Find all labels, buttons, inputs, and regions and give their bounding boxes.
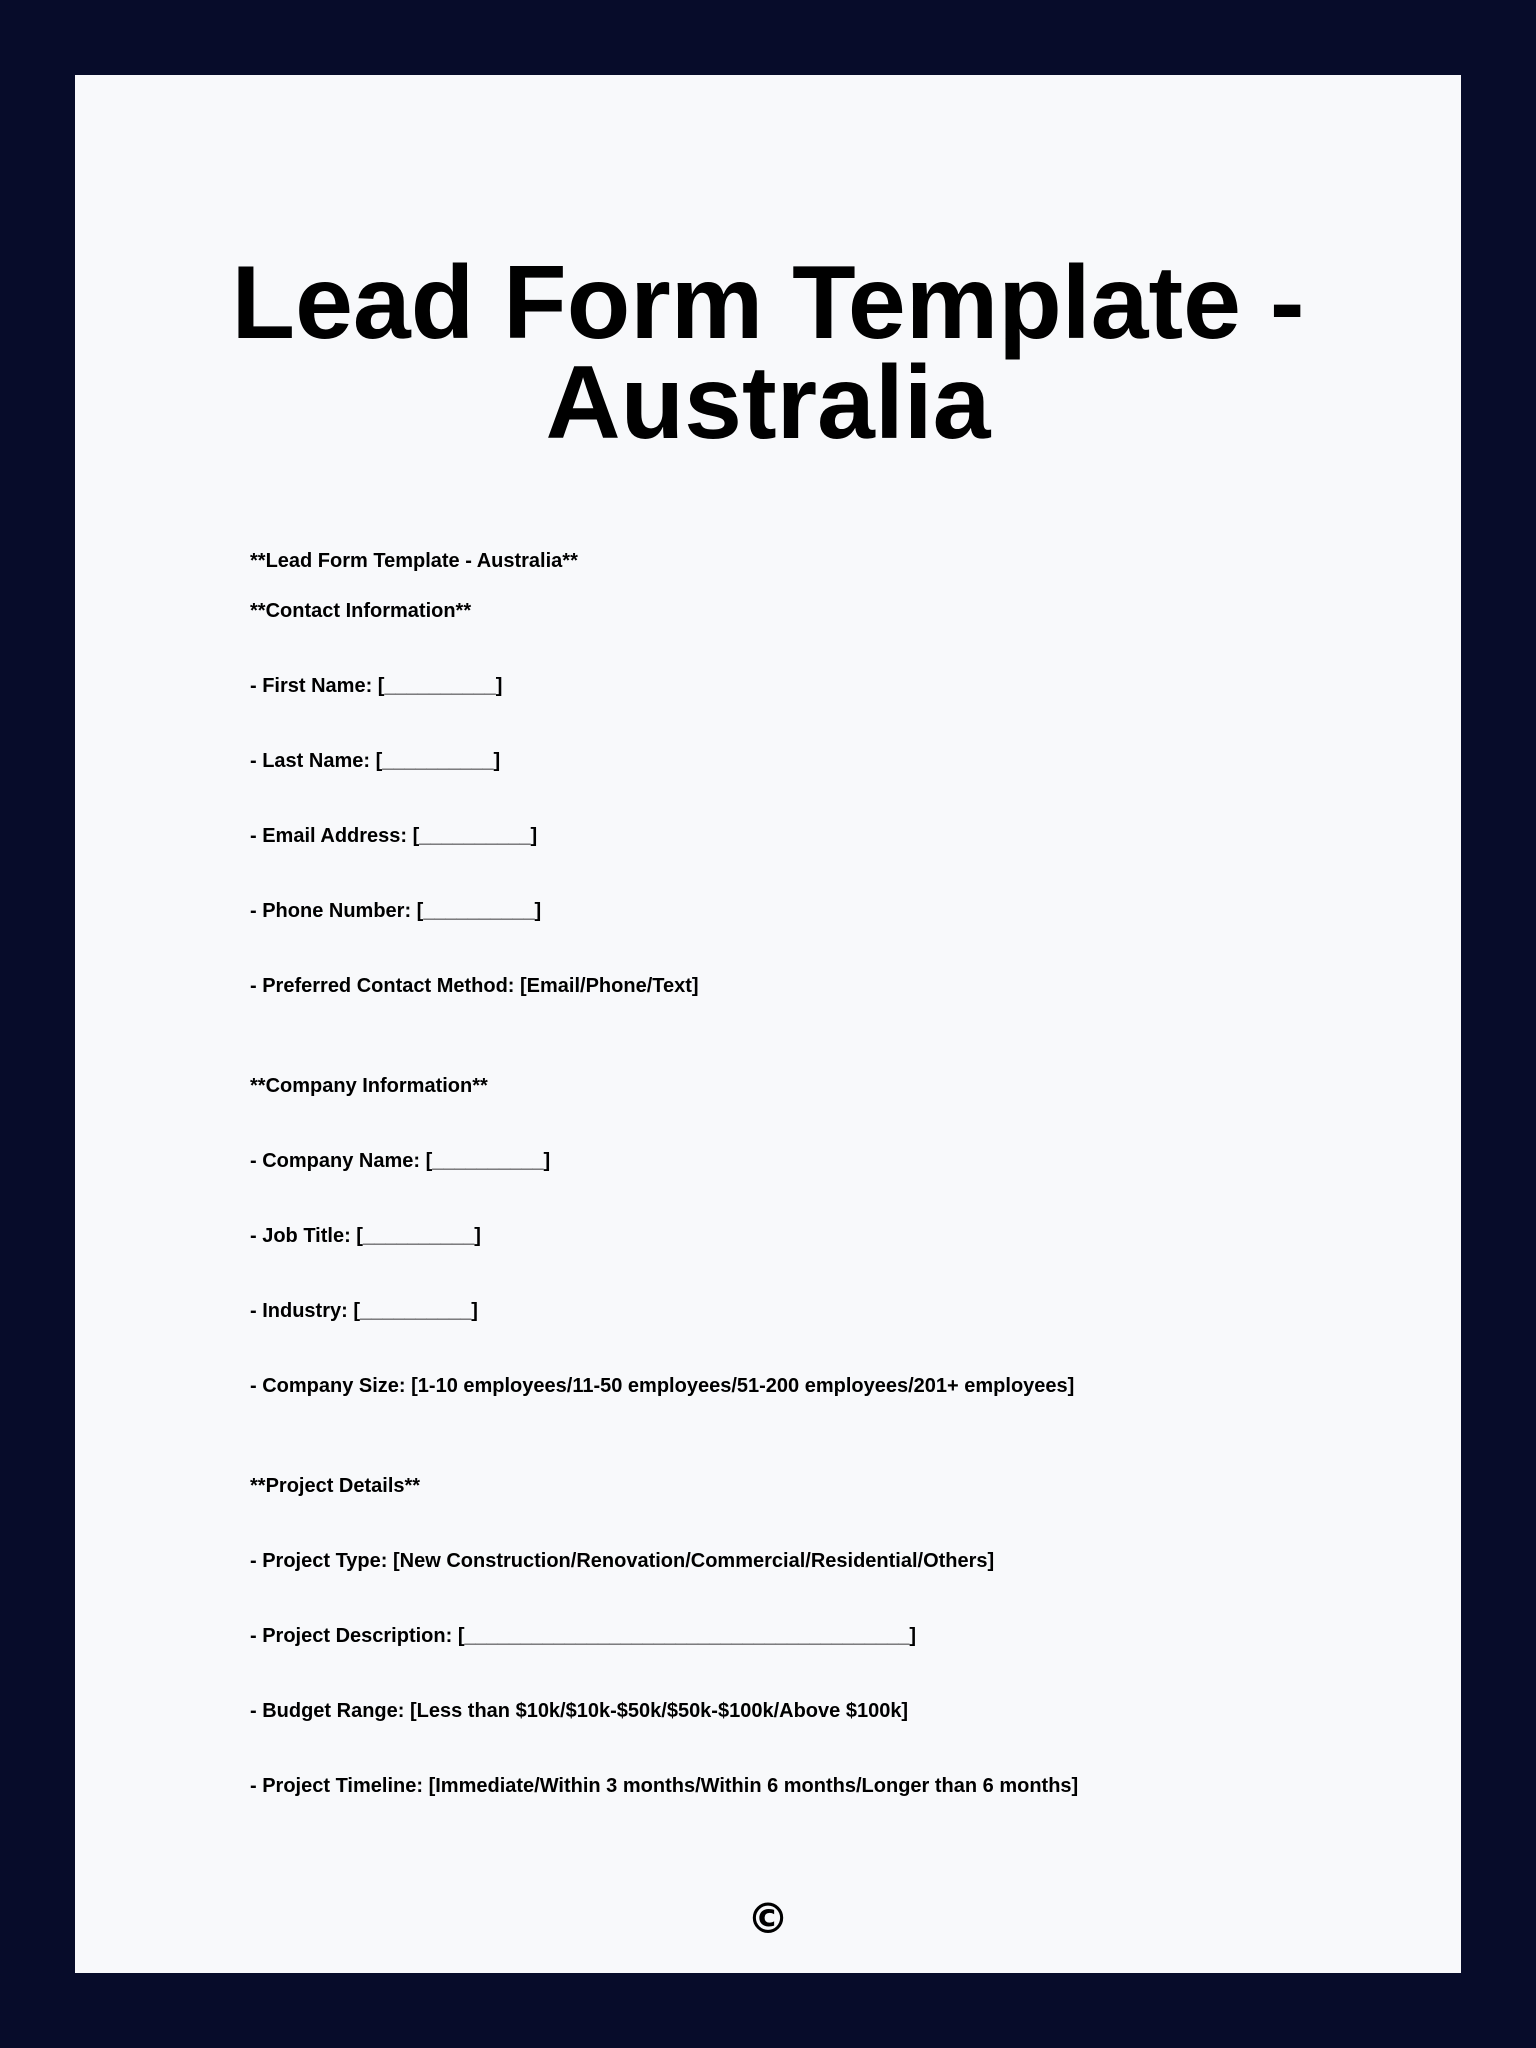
field-company-size: - Company Size: [1-10 employees/11-50 employees/51-200 employees/201+ employees] (250, 1375, 1075, 1397)
field-first-name: - First Name: [__________] (250, 675, 503, 697)
field-project-timeline: - Project Timeline: [Immediate/Within 3 months/Within 6 months/Longer than 6 months] (250, 1775, 1079, 1797)
field-phone-number: - Phone Number: [__________] (250, 900, 542, 922)
document-title (75, 245, 1461, 461)
section-heading-contact: **Contact Information** (250, 600, 472, 622)
copyright-icon: © (747, 1894, 789, 1943)
title-line-1: Lead Form Template - (231, 245, 1305, 361)
title-line-2: Australia (545, 345, 991, 461)
document-page (75, 75, 1461, 1973)
form-header-text: **Lead Form Template - Australia** (250, 550, 578, 572)
field-company-name: - Company Name: [__________] (250, 1150, 551, 1172)
section-heading-project: **Project Details** (250, 1475, 421, 1497)
field-email-address: - Email Address: [__________] (250, 825, 538, 847)
field-job-title: - Job Title: [__________] (250, 1225, 481, 1247)
field-last-name: - Last Name: [__________] (250, 750, 501, 772)
section-heading-company: **Company Information** (250, 1075, 488, 1097)
field-preferred-contact-method: - Preferred Contact Method: [Email/Phone/Text] (250, 975, 699, 997)
field-project-description: - Project Description: [________________________________________] (250, 1625, 917, 1647)
field-budget-range: - Budget Range: [Less than $10k/$10k-$50k/$50k-$100k/Above $100k] (250, 1700, 909, 1722)
field-project-type: - Project Type: [New Construction/Renovation/Commercial/Residential/Others] (250, 1550, 995, 1572)
field-industry: - Industry: [__________] (250, 1300, 478, 1322)
